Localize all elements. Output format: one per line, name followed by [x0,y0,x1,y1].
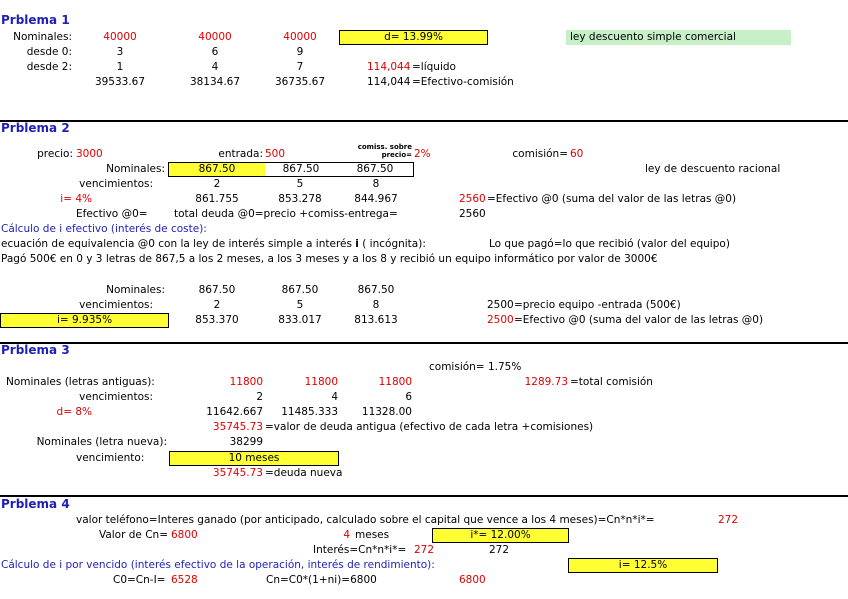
p2-value1-1: 861.755 [195,193,239,205]
p1-liquido-label: =líquido [412,61,456,73]
p1-desde2-1: 1 [116,61,124,73]
p1-nominal-1: 40000 [103,31,137,43]
p4-meses-label: meses [355,529,390,541]
p2-ecuacion-pre: ecuación de equivalencia @0 con la ley de interés simple a interés [1,238,356,250]
p3-venc-nueva-box[interactable] [169,451,339,466]
p3-venc-3: 6 [405,391,412,403]
p4-valor-value: 272 [718,514,739,526]
problem-4-title: Prblema 4 [1,497,70,511]
p1-efcom-label: =Efectivo-comisión [412,76,514,88]
p4-interes-value-2: 272 [489,544,510,556]
p1-desde0-3: 9 [296,46,304,58]
p1-liquido-value: 114,044 [367,61,411,73]
p1-efectivo-3: 36735.67 [274,76,326,88]
p2-ecuacion-post: ( incógnita): [358,238,426,250]
p4-valor-cn-label: Valor de Cn= [98,529,168,541]
p1-efectivo-2: 38134.67 [189,76,241,88]
p2-nominal2-3: 867.50 [357,284,395,296]
p3-venc-nueva-label: vencimiento: [76,452,145,464]
p3-deuda-nueva-label: =deuda nueva [265,467,343,479]
p2-venc-1: 2 [213,178,221,190]
p2-venc2-1: 2 [213,299,221,311]
p2-i-box-value: i= 9.935% [56,314,113,326]
p1-d-value: d= 13.99% [384,31,443,43]
p2-entrada-value: 500 [265,148,286,160]
p3-deuda-ant-label: =valor de deuda antigua (efectivo de cada letra +comisiones) [265,421,594,433]
p2-value1-3: 844.967 [354,193,398,205]
p4-i-box[interactable] [568,558,718,573]
divider-1 [0,120,848,122]
p3-value-2: 11485.333 [281,406,338,418]
p2-ef-sum-value: 2560 [459,193,486,205]
p4-cn-formula: Cn=C0*(1+ni)=6800 [266,574,377,586]
p2-comiss-value: 2% [414,148,431,160]
divider-2 [0,342,848,344]
p1-nominales-label: Nominales: [13,31,72,43]
p3-nom-ant-2: 11800 [304,376,338,388]
problem-3-title: Prblema 3 [1,343,70,357]
p2-value2-1: 853.370 [195,314,239,326]
p4-calc-line: Cálculo de i por vencido (interés efectivo de la operación, interés de rendimiento): [1,559,435,571]
p3-d-label: d= 8% [56,406,92,418]
p3-venc-1: 2 [256,391,263,403]
p1-nominal-2: 40000 [198,31,232,43]
p1-efcom-value: 114,044 [367,76,411,88]
p2-nominal-1[interactable]: 867.50 [169,163,265,176]
p2-value2-3: 813.613 [354,314,398,326]
p4-i-value: i= 12.5% [618,559,668,571]
p2-entrada-label: entrada: [218,148,263,160]
p3-venc-2: 4 [331,391,338,403]
p2-nominal2-1: 867.50 [198,284,236,296]
p2-venc2-2: 5 [296,299,304,311]
p1-desde0-2: 6 [211,46,219,58]
p4-interes-value: 272 [414,544,435,556]
p1-efectivo-1: 39533.67 [94,76,146,88]
p3-deuda-ant-value: 35745.73 [212,421,263,433]
p2-law-label: ley de descuento racional [645,163,781,175]
p4-cn-value: 6800 [459,574,486,586]
p2-total-value: 2560 [459,208,486,220]
p2-pago-line: Pagó 500€ en 0 y 3 letras de 867,5 a los 2 meses, a los 3 meses y a los 8 y recibió un equipo informático por valor de 3000€ [1,253,658,265]
p4-c0-label: C0=Cn-I= [113,574,166,586]
p1-d-box[interactable] [339,30,488,45]
p4-valor-line: valor teléfono=Interes ganado (por anticipado, calculado sobre el capital que vence a los 4 meses)=Cn*n*i*= [76,514,655,526]
p2-ef0-label: Efectivo @0= [76,208,148,220]
p2-precio-value: 3000 [76,148,103,160]
p2-venc-label: vencimientos: [79,178,153,190]
p3-value-1: 11642.667 [206,406,263,418]
p4-meses-value: 4 [343,529,350,541]
p2-nominales-label: Nominales: [106,163,165,175]
p3-nom-nueva-value: 38299 [229,436,263,448]
divider-3 [0,495,848,497]
p2-nominal-3: 867.50 [356,163,394,175]
p2-value2-2: 833.017 [278,314,322,326]
p2-i-box[interactable] [0,313,169,328]
p3-venc-nueva-value: 10 meses [228,452,280,464]
p2-comiss-label-1: comiss. sobre [357,143,412,151]
p1-desde2-label: desde 2: [26,61,72,73]
p2-venc2-3: 8 [372,299,380,311]
p1-desde0-1: 3 [116,46,124,58]
p1-desde2-2: 4 [211,61,219,73]
p2-precio-eq-label: =precio equipo -entrada (500€) [514,299,681,311]
p4-interes-label: Interés=Cn*n*i*= [313,544,407,556]
p2-ecuacion-line [1,238,426,251]
p2-value1-2: 853.278 [278,193,322,205]
p4-i-star-box[interactable] [432,528,569,543]
p3-value-3: 11328.00 [361,406,412,418]
problem-1-title: Prblema 1 [1,13,70,27]
p2-pago-recibio: Lo que pagó=lo que recibió (valor del equipo) [489,238,730,250]
p2-nominal-2: 867.50 [282,163,320,175]
p1-nominal-3: 40000 [283,31,317,43]
p3-total-com-value: 1289.73 [524,376,568,388]
p3-comision: comisión= 1.75% [429,361,522,373]
p3-nom-ant-3: 11800 [378,376,412,388]
p1-desde0-label: desde 0: [26,46,72,58]
p2-ef-sum2-label: =Efectivo @0 (suma del valor de las letras @0) [514,314,764,326]
p4-i-star-value: i*= 12.00% [470,529,531,541]
p2-venc-3: 8 [372,178,380,190]
p2-venc-2: 5 [296,178,304,190]
p2-precio-eq-value: 2500 [487,299,514,311]
p2-comision-label: comisión= [512,148,568,160]
p1-law-label: ley descuento simple comercial [566,30,791,45]
p2-precio-label: precio: [37,148,73,160]
p4-valor-cn-value: 6800 [171,529,198,541]
p3-nom-nueva-label: Nominales (letra nueva): [36,436,167,448]
p3-nom-ant-label: Nominales (letras antiguas): [6,376,155,388]
p3-deuda-nueva-value: 35745.73 [212,467,263,479]
p2-ef-sum2-value: 2500 [487,314,514,326]
p2-i-label: i= 4% [60,193,92,205]
p3-total-com-label: =total comisión [570,376,653,388]
p1-desde2-3: 7 [296,61,304,73]
p2-comision-value: 60 [570,148,584,160]
p2-ecuacion-i: i [355,238,359,250]
p3-nom-ant-1: 11800 [229,376,263,388]
p2-comiss-label-2: precio= [381,151,412,159]
p3-venc-label: vencimientos: [79,391,153,403]
p4-c0-value: 6528 [171,574,198,586]
p2-nominal2-2: 867.50 [281,284,319,296]
p2-total-label: total deuda @0=precio +comiss-entrega= [174,208,398,220]
p2-nominales2-label: Nominales: [106,284,165,296]
p2-calc-line: Cálculo de i efectivo (interés de coste): [1,223,207,235]
p2-ef-sum-label: =Efectivo @0 (suma del valor de las letras @0) [487,193,737,205]
problem-2-title: Prblema 2 [1,121,70,135]
p2-venc2-label: vencimientos: [79,299,153,311]
